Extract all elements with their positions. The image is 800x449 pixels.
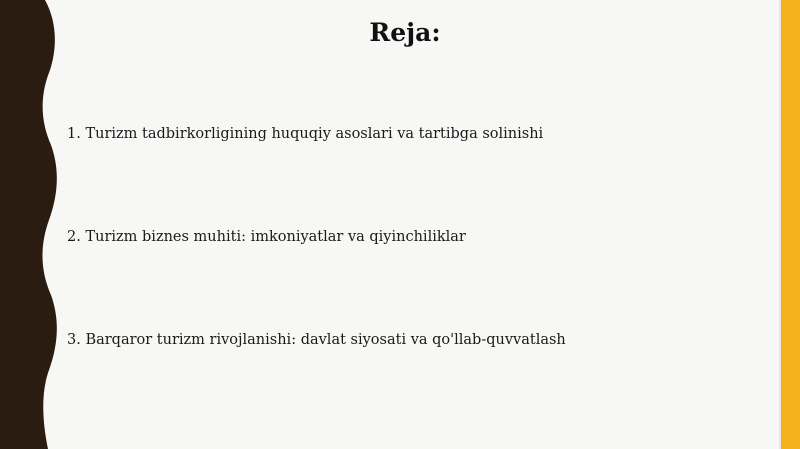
right-accent-stripe [781,0,800,449]
agenda-item-2: 2. Turizm biznes muhiti: imkoniyatlar va qiyinchiliklar [67,229,466,245]
agenda-item-3: 3. Barqaror turizm rivojlanishi: davlat siyosati va qo'llab-quvvatlash [67,332,566,348]
slide-title: Reja: [369,18,441,47]
agenda-item-1: 1. Turizm tadbirkorligining huquqiy asoslari va tartibga solinishi [67,126,544,142]
left-decorative-wave-band [0,0,70,449]
